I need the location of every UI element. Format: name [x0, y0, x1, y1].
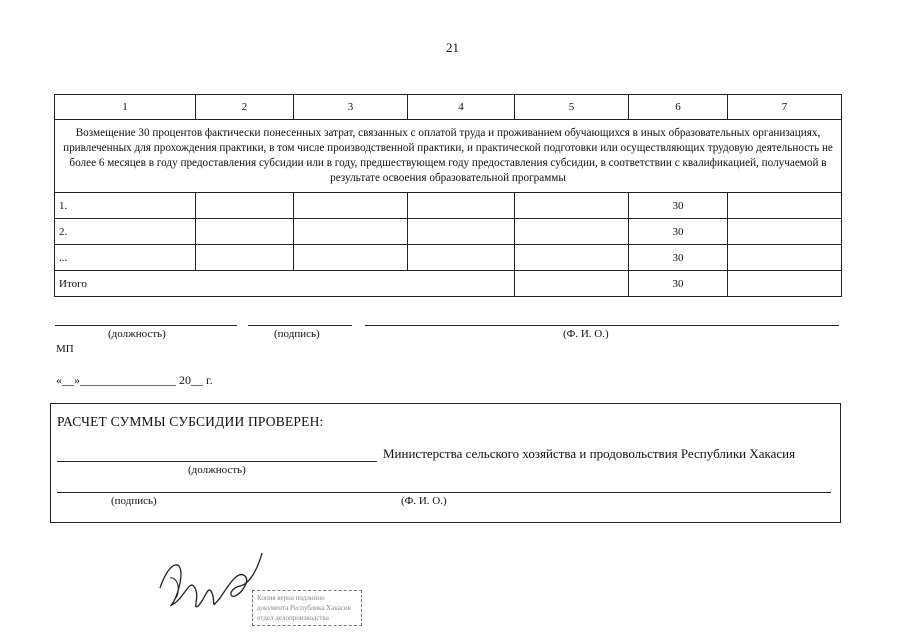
- table-row: [55, 245, 842, 271]
- signature-line: [248, 325, 352, 326]
- table-cell: [728, 219, 842, 245]
- name-caption: (Ф. И. О.): [563, 328, 609, 340]
- table-cell: [728, 193, 842, 219]
- subsidy-table: [54, 94, 842, 297]
- table-cell: [515, 271, 629, 297]
- column-number-6: 6: [629, 95, 728, 120]
- row-label: 2.: [55, 219, 196, 245]
- copy-stamp: Копия верна подлинно документа Республика Хакасия отдел делопроизводства: [252, 590, 362, 626]
- total-label: Итого: [55, 271, 515, 297]
- table-cell: [408, 245, 515, 271]
- table-cell: [196, 219, 294, 245]
- column-number-1: 1: [55, 95, 196, 120]
- verification-signature-caption: (подпись): [111, 495, 157, 507]
- section-description-row: [55, 120, 842, 193]
- column-number-4: 4: [408, 95, 515, 120]
- column-number-2: 2: [196, 95, 294, 120]
- table-cell: [515, 245, 629, 271]
- table-cell: [728, 245, 842, 271]
- table-row: [55, 193, 842, 219]
- table-cell: [294, 219, 408, 245]
- percent-cell: 30: [629, 219, 728, 245]
- ministry-name: Министерства сельского хозяйства и продовольствия Республики Хакасия: [383, 446, 796, 461]
- column-number-5: 5: [515, 95, 629, 120]
- stamp-placeholder-label: МП: [56, 343, 74, 355]
- table-cell: [408, 219, 515, 245]
- table-cell: [728, 271, 842, 297]
- verification-title: РАСЧЕТ СУММЫ СУБСИДИИ ПРОВЕРЕН:: [57, 414, 324, 429]
- position-caption: (должность): [108, 328, 166, 340]
- percent-cell: 30: [629, 193, 728, 219]
- total-row: [55, 271, 842, 297]
- table-cell: [515, 219, 629, 245]
- table-cell: [408, 193, 515, 219]
- verification-position-caption: (должность): [188, 464, 246, 476]
- signature-caption: (подпись): [274, 328, 320, 340]
- table-cell: [294, 193, 408, 219]
- table-row: [55, 219, 842, 245]
- table-cell: [294, 245, 408, 271]
- table-cell: [196, 245, 294, 271]
- table-cell: [196, 193, 294, 219]
- column-number-3: 3: [294, 95, 408, 120]
- verification-position-line: [57, 461, 377, 462]
- column-number-7: 7: [728, 95, 842, 120]
- verification-name-caption: (Ф. И. О.): [401, 495, 447, 507]
- total-percent-cell: 30: [629, 271, 728, 297]
- row-label: 1.: [55, 193, 196, 219]
- page-number: 21: [446, 40, 459, 55]
- verification-signature-line: [57, 492, 831, 493]
- section-description: Возмещение 30 процентов фактически понесенных затрат, связанных с оплатой труда и проживанием обучающихся в иных образовательных организациях, привлеченных для прохождения практики, в том числе производственной практики, и практической подготовки или осуществляющих трудовую деятельность не более 6 месяцев в году предоставления субсидии или в году, предшествующем году предоставления субсидии, в соответствии с квалификацией, получаемой в результате освоения образовательной программы: [55, 120, 842, 193]
- name-line: [365, 325, 839, 326]
- table-header-row: [55, 95, 842, 120]
- percent-cell: 30: [629, 245, 728, 271]
- table-cell: [515, 193, 629, 219]
- row-label: ...: [55, 245, 196, 271]
- date-line: «__»________________ 20__ г.: [56, 373, 213, 387]
- position-line: [55, 325, 237, 326]
- verification-box: [50, 403, 841, 523]
